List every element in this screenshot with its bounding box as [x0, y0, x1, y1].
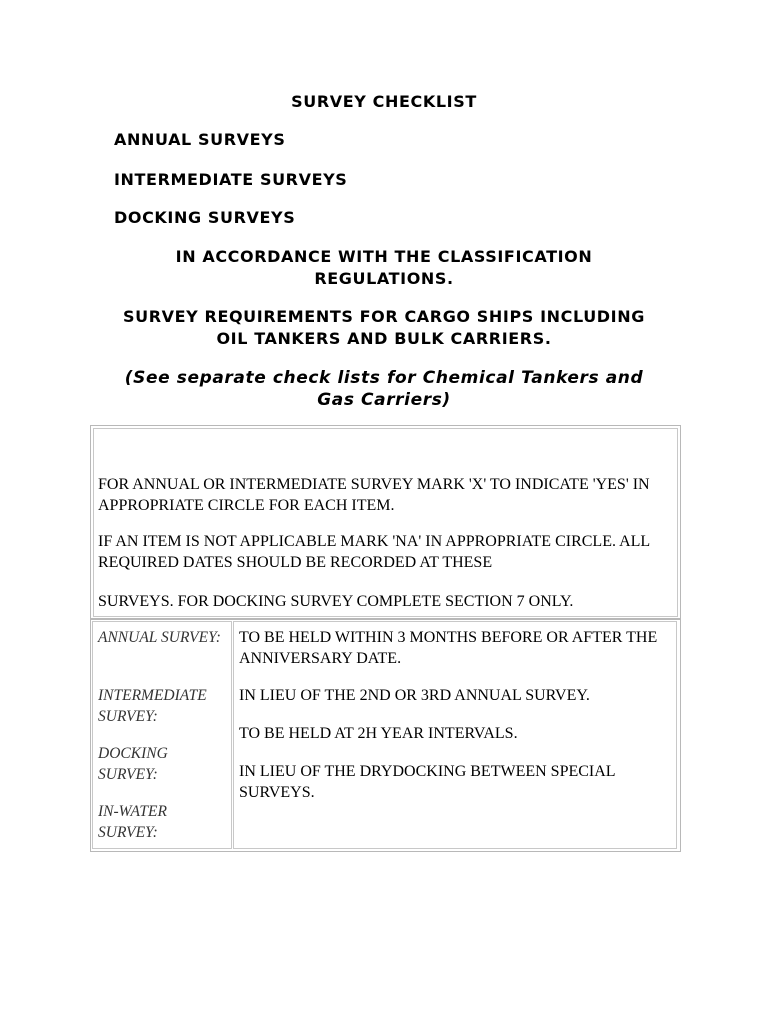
instruction-mark-x: FOR ANNUAL OR INTERMEDIATE SURVEY MARK 'X' TO INDICATE 'YES' IN APPROPRIATE CIRCLE FOR EACH ITEM.: [98, 476, 650, 514]
intermediate-surveys-heading: INTERMEDIATE SURVEYS: [114, 170, 348, 189]
instruction-docking: SURVEYS. FOR DOCKING SURVEY COMPLETE SECTION 7 ONLY.: [98, 593, 574, 610]
annual-survey-description: TO BE HELD WITHIN 3 MONTHS BEFORE OR AFTER THE ANNIVERSARY DATE.: [239, 629, 658, 667]
annual-survey-label: ANNUAL SURVEY:: [98, 629, 221, 646]
page-title: SURVEY CHECKLIST: [291, 92, 477, 111]
in-water-survey-label: IN-WATER SURVEY:: [98, 803, 167, 841]
instruction-mark-na: IF AN ITEM IS NOT APPLICABLE MARK 'NA' IN APPROPRIATE CIRCLE. ALL REQUIRED DATES SHOULD BE RECORDED AT THESE: [98, 533, 650, 571]
requirements-statement: SURVEY REQUIREMENTS FOR CARGO SHIPS INCLUDING OIL TANKERS AND BULK CARRIERS.: [123, 307, 645, 348]
intermediate-survey-label: INTERMEDIATE SURVEY:: [98, 687, 207, 725]
annual-surveys-heading: ANNUAL SURVEYS: [114, 130, 286, 149]
instructions-box-inner: [93, 428, 678, 617]
intermediate-survey-description: IN LIEU OF THE 2ND OR 3RD ANNUAL SURVEY.: [239, 687, 590, 704]
in-water-survey-description: IN LIEU OF THE DRYDOCKING BETWEEN SPECIAL SURVEYS.: [239, 763, 615, 801]
accordance-statement: IN ACCORDANCE WITH THE CLASSIFICATION REGULATIONS.: [175, 247, 593, 288]
docking-surveys-heading: DOCKING SURVEYS: [114, 208, 296, 227]
docking-interval-description: TO BE HELD AT 2H YEAR INTERVALS.: [239, 725, 518, 742]
separate-checklists-note: (See separate check lists for Chemical Tankers and Gas Carriers): [124, 368, 644, 410]
docking-survey-label: DOCKING SURVEY:: [98, 745, 168, 783]
